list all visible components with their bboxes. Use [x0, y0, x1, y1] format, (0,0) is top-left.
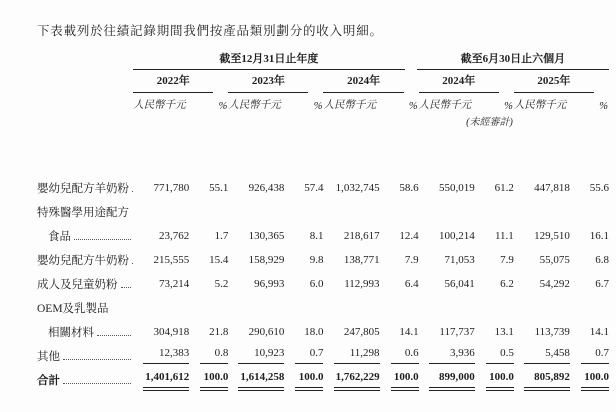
percent-cell: 7.9 [404, 254, 419, 267]
value-cell: 1,614,258 [228, 364, 284, 388]
table-row [37, 316, 609, 340]
percent-cell: 21.8 [209, 326, 229, 339]
percent-cell [189, 292, 228, 316]
percent-cell: 6.2 [500, 278, 514, 291]
year-2023: 2023年 [228, 72, 308, 93]
value-cell [514, 196, 570, 220]
revenue-table [37, 50, 609, 388]
value-cell: 771,780 [153, 182, 190, 195]
percent-cell: 14.1 [589, 326, 609, 339]
percent-cell [570, 196, 609, 220]
percent-cell: 6.8 [595, 254, 609, 267]
percent-cell [475, 196, 514, 220]
value-cell: 71,053 [444, 254, 475, 267]
percent-header: % [599, 101, 608, 112]
row-label: 其他 [37, 340, 133, 364]
intro-text: 下表載列於往績記錄期間我們按產品類別劃分的收入明細。 [37, 23, 383, 38]
percent-cell [189, 196, 228, 220]
row-label: 食品 [37, 220, 133, 244]
period-header-row [37, 50, 609, 70]
value-cell: 12,383 [133, 340, 189, 364]
table-row [37, 340, 609, 364]
value-cell: 550,019 [439, 182, 475, 195]
unit-header: 人民幣千元 [418, 100, 472, 111]
percent-cell: 100.0 [475, 364, 514, 388]
percent-cell: 57.4 [304, 182, 324, 195]
value-cell: 10,923 [228, 340, 284, 364]
unit-header: 人民幣千元 [133, 100, 186, 111]
corner-cell [37, 50, 133, 70]
percent-cell: 6.0 [309, 278, 324, 291]
header-body-gap [37, 128, 609, 172]
value-cell: 113,739 [534, 326, 570, 339]
value-cell: 899,000 [419, 364, 475, 388]
value-cell: 130,365 [248, 230, 285, 243]
percent-cell: 0.7 [284, 340, 323, 364]
unit-header-row [37, 93, 609, 112]
value-cell: 112,993 [344, 278, 380, 291]
table-row [37, 244, 609, 268]
dot-leader [132, 191, 133, 192]
percent-header: % [218, 101, 228, 112]
table-row [37, 364, 609, 388]
unit-header: 人民幣千元 [323, 100, 376, 111]
percent-cell: 6.7 [595, 278, 609, 291]
period-interim-header: 截至6月30日止六個月 [417, 50, 609, 70]
percent-cell: 100.0 [380, 364, 419, 388]
row-label: 嬰幼兒配方羊奶粉 [37, 172, 133, 196]
value-cell [323, 292, 379, 316]
percent-cell [570, 292, 609, 316]
percent-cell: 0.7 [570, 340, 609, 364]
percent-cell: 55.1 [209, 182, 229, 195]
percent-cell: 58.6 [399, 182, 419, 195]
value-cell: 926,438 [248, 182, 285, 195]
percent-cell: 18.0 [304, 326, 324, 339]
value-cell [419, 292, 475, 316]
row-label: 相關材料 [37, 316, 133, 340]
table-row [37, 196, 609, 220]
value-cell [323, 196, 379, 220]
value-cell: 73,214 [159, 278, 190, 291]
year-header-row [37, 70, 609, 93]
value-cell: 55,075 [539, 254, 570, 267]
unaudited-row [37, 112, 609, 128]
value-cell: 100,214 [439, 230, 475, 243]
percent-cell: 16.1 [589, 230, 609, 243]
table-row [37, 172, 609, 196]
value-cell [228, 196, 284, 220]
percent-cell: 5.2 [214, 278, 229, 291]
table-row [37, 292, 609, 316]
value-cell [133, 292, 189, 316]
unaudited-note: (未經審計) [466, 117, 513, 128]
value-cell: 117,737 [439, 326, 475, 339]
row-label: OEM及乳製品 [37, 303, 109, 315]
dot-leader [97, 335, 131, 336]
value-cell: 56,041 [444, 278, 475, 291]
percent-cell [380, 196, 419, 220]
value-cell: 1,762,229 [323, 364, 379, 388]
percent-cell: 1.7 [214, 230, 229, 243]
percent-cell: 7.9 [500, 254, 514, 267]
unit-header: 人民幣千元 [513, 100, 567, 111]
value-cell: 138,771 [343, 254, 380, 267]
percent-cell: 8.1 [309, 230, 324, 243]
value-cell: 54,292 [539, 278, 570, 291]
percent-cell [475, 292, 514, 316]
year-2025-interim: 2025年 [514, 72, 594, 93]
year-2024-interim: 2024年 [419, 72, 499, 93]
row-label: 成人及兒童奶粉 [37, 268, 133, 292]
percent-cell [284, 292, 323, 316]
value-cell: 447,818 [534, 182, 570, 195]
year-2022: 2022年 [133, 72, 213, 93]
percent-header: % [504, 101, 513, 112]
percent-cell: 13.1 [494, 326, 514, 339]
percent-cell: 100.0 [284, 364, 323, 388]
percent-header: % [408, 101, 418, 112]
percent-cell [284, 196, 323, 220]
value-cell: 3,936 [419, 340, 475, 364]
value-cell: 247,805 [343, 326, 380, 339]
dot-leader [63, 359, 131, 360]
percent-cell: 0.8 [189, 340, 228, 364]
percent-cell [380, 292, 419, 316]
value-cell: 11,298 [323, 340, 379, 364]
value-cell: 96,993 [254, 278, 285, 291]
percent-cell: 6.4 [404, 278, 419, 291]
percent-cell: 61.2 [494, 182, 514, 195]
value-cell: 129,510 [534, 230, 570, 243]
percent-cell: 0.5 [475, 340, 514, 364]
value-cell: 215,555 [153, 254, 190, 267]
percent-cell: 14.1 [399, 326, 419, 339]
dot-leader [121, 287, 132, 288]
value-cell: 5,458 [514, 340, 570, 364]
value-cell [514, 292, 570, 316]
value-cell: 805,892 [514, 364, 570, 388]
table-row [37, 268, 609, 292]
percent-header: % [313, 101, 323, 112]
percent-cell: 9.8 [309, 254, 324, 267]
percent-cell: 55.6 [589, 182, 609, 195]
percent-cell: 15.4 [209, 254, 229, 267]
value-cell [133, 196, 189, 220]
dot-leader [74, 239, 131, 240]
row-label: 嬰幼兒配方牛奶粉 [37, 244, 133, 268]
value-cell: 290,610 [248, 326, 285, 339]
value-cell: 23,762 [159, 230, 190, 243]
percent-cell: 11.1 [494, 230, 514, 243]
value-cell: 158,929 [248, 254, 285, 267]
value-cell [228, 292, 284, 316]
percent-cell: 100.0 [189, 364, 228, 388]
value-cell: 218,617 [343, 230, 380, 243]
value-cell: 1,032,745 [335, 182, 380, 195]
percent-cell: 0.6 [380, 340, 419, 364]
row-label: 合計 [37, 364, 133, 388]
value-cell [419, 196, 475, 220]
percent-cell: 100.0 [570, 364, 609, 388]
table-row [37, 220, 609, 244]
percent-cell: 12.4 [399, 230, 419, 243]
row-label: 特殊醫學用途配方 [37, 207, 129, 219]
dot-leader [63, 383, 131, 384]
unit-header: 人民幣千元 [228, 100, 281, 111]
value-cell: 304,918 [153, 326, 190, 339]
dot-leader [132, 263, 133, 264]
value-cell: 1,401,612 [133, 364, 189, 388]
year-2024: 2024年 [323, 72, 403, 93]
period-annual-header: 截至12月31日止年度 [133, 50, 405, 70]
table-body [37, 172, 609, 388]
